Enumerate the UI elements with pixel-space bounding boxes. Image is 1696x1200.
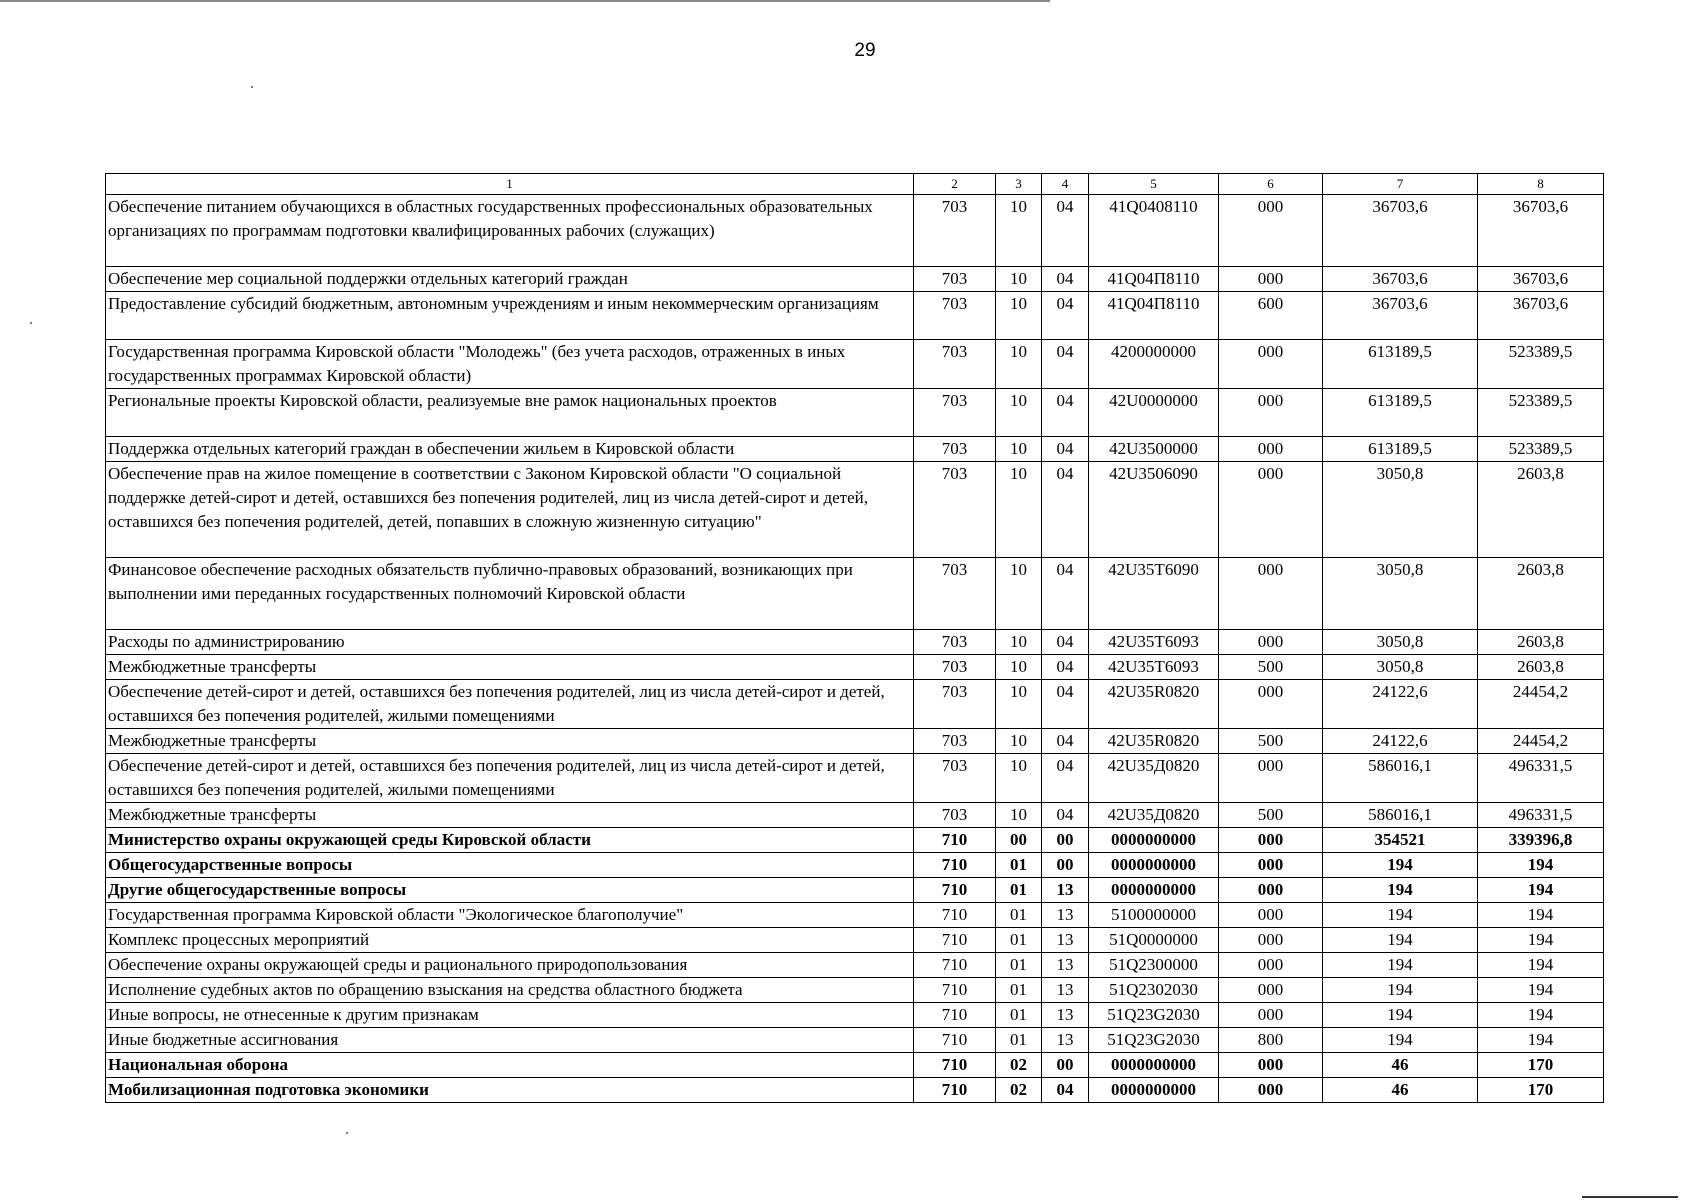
row-code-grbs: 703 [914,803,996,828]
row-amount-col8: 2603,8 [1478,655,1604,680]
row-code-target: 41Q04П8110 [1089,292,1219,340]
row-amount-col7: 3050,8 [1323,558,1478,630]
row-code-expense-type: 800 [1219,1028,1323,1053]
row-amount-col7: 3050,8 [1323,630,1478,655]
row-code-grbs: 703 [914,437,996,462]
row-name: Поддержка отдельных категорий граждан в обеспечении жильем в Кировской области [106,437,914,462]
row-amount-col8: 194 [1478,1003,1604,1028]
row-name: Межбюджетные трансферты [106,729,914,754]
row-code-target: 0000000000 [1089,828,1219,853]
column-header: 3 [996,174,1042,195]
row-amount-col7: 24122,6 [1323,680,1478,729]
row-code-subsection: 04 [1042,754,1089,803]
row-code-target: 51Q23G2030 [1089,1028,1219,1053]
row-code-target: 4200000000 [1089,340,1219,389]
row-code-section: 10 [996,340,1042,389]
row-name: Иные вопросы, не отнесенные к другим признакам [106,1003,914,1028]
row-code-target: 42U3500000 [1089,437,1219,462]
row-amount-col8: 2603,8 [1478,630,1604,655]
row-code-grbs: 710 [914,953,996,978]
row-code-section: 10 [996,729,1042,754]
row-code-grbs: 710 [914,978,996,1003]
row-code-section: 01 [996,1028,1042,1053]
row-name: Обеспечение детей-сирот и детей, оставшихся без попечения родителей, лиц из числа детей-сирот и детей, оставшихся без попечения родителей, жилыми помещениями [106,680,914,729]
row-code-expense-type: 000 [1219,978,1323,1003]
row-name: Обеспечение прав на жилое помещение в соответствии с Законом Кировской области "О социальной поддержке детей-сирот и детей, оставшихся без попечения родителей, лиц из числа детей-сирот и детей, оставшихся без попечения родителей, детей, попавших в сложную жизненную ситуацию" [106,462,914,558]
row-amount-col8: 36703,6 [1478,292,1604,340]
row-code-subsection: 04 [1042,340,1089,389]
row-amount-col8: 194 [1478,878,1604,903]
row-amount-col7: 24122,6 [1323,729,1478,754]
row-code-expense-type: 000 [1219,462,1323,558]
row-amount-col8: 523389,5 [1478,340,1604,389]
row-amount-col8: 36703,6 [1478,195,1604,267]
row-code-target: 51Q0000000 [1089,928,1219,953]
row-name: Комплекс процессных мероприятий [106,928,914,953]
row-amount-col7: 194 [1323,878,1478,903]
row-code-expense-type: 000 [1219,680,1323,729]
row-amount-col7: 613189,5 [1323,437,1478,462]
row-code-target: 42U35R0820 [1089,680,1219,729]
table-row [106,978,1604,1003]
row-amount-col7: 3050,8 [1323,655,1478,680]
row-code-target: 5100000000 [1089,903,1219,928]
row-code-expense-type: 000 [1219,558,1323,630]
row-name: Региональные проекты Кировской области, реализуемые вне рамок национальных проектов [106,389,914,437]
table-row [106,853,1604,878]
row-code-expense-type: 000 [1219,195,1323,267]
table-row [106,558,1604,630]
scan-speck [30,322,32,324]
row-amount-col8: 2603,8 [1478,462,1604,558]
row-amount-col8: 24454,2 [1478,729,1604,754]
row-code-expense-type: 000 [1219,1003,1323,1028]
column-header-row [106,174,1604,195]
row-code-section: 01 [996,878,1042,903]
row-amount-col7: 613189,5 [1323,389,1478,437]
row-code-section: 01 [996,1003,1042,1028]
row-name: Национальная оборона [106,1053,914,1078]
row-code-target: 42U0000000 [1089,389,1219,437]
column-header: 7 [1323,174,1478,195]
row-code-section: 01 [996,853,1042,878]
budget-table [105,173,1604,1103]
row-code-subsection: 04 [1042,630,1089,655]
row-amount-col7: 194 [1323,978,1478,1003]
row-amount-col8: 170 [1478,1078,1604,1103]
table-row [106,828,1604,853]
row-code-expense-type: 000 [1219,389,1323,437]
table-row [106,680,1604,729]
row-code-grbs: 710 [914,903,996,928]
row-name: Мобилизационная подготовка экономики [106,1078,914,1103]
row-amount-col7: 194 [1323,953,1478,978]
bottom-edge-rule [1582,1196,1678,1198]
row-name: Министерство охраны окружающей среды Кировской области [106,828,914,853]
row-code-section: 10 [996,558,1042,630]
row-code-subsection: 04 [1042,680,1089,729]
row-code-grbs: 703 [914,680,996,729]
row-amount-col8: 194 [1478,928,1604,953]
row-code-subsection: 00 [1042,828,1089,853]
row-name: Межбюджетные трансферты [106,803,914,828]
column-header: 6 [1219,174,1323,195]
row-name: Государственная программа Кировской области "Молодежь" (без учета расходов, отраженных в иных государственных программах Кировской области) [106,340,914,389]
column-header: 1 [106,174,914,195]
row-code-target: 41Q04П8110 [1089,267,1219,292]
row-name: Межбюджетные трансферты [106,655,914,680]
row-code-target: 0000000000 [1089,878,1219,903]
row-code-expense-type: 000 [1219,953,1323,978]
row-name: Обеспечение мер социальной поддержки отдельных категорий граждан [106,267,914,292]
row-name: Предоставление субсидий бюджетным, автономным учреждениям и иным некоммерческим организациям [106,292,914,340]
table-row [106,630,1604,655]
row-code-target: 51Q2300000 [1089,953,1219,978]
row-name: Иные бюджетные ассигнования [106,1028,914,1053]
table-row [106,1028,1604,1053]
row-code-subsection: 04 [1042,729,1089,754]
row-code-subsection: 04 [1042,437,1089,462]
row-code-target: 42U35Д0820 [1089,803,1219,828]
row-amount-col7: 613189,5 [1323,340,1478,389]
row-code-target: 0000000000 [1089,1053,1219,1078]
row-code-subsection: 04 [1042,803,1089,828]
row-code-subsection: 04 [1042,558,1089,630]
table-row [106,754,1604,803]
row-amount-col8: 194 [1478,978,1604,1003]
row-code-section: 10 [996,195,1042,267]
row-code-subsection: 13 [1042,878,1089,903]
page-number: 29 [854,40,876,61]
row-code-expense-type: 000 [1219,267,1323,292]
table-row [106,928,1604,953]
row-code-target: 0000000000 [1089,853,1219,878]
row-amount-col8: 194 [1478,1028,1604,1053]
row-code-expense-type: 500 [1219,803,1323,828]
row-code-grbs: 710 [914,1078,996,1103]
row-code-subsection: 04 [1042,195,1089,267]
row-code-grbs: 703 [914,389,996,437]
row-code-grbs: 710 [914,1028,996,1053]
table-row [106,903,1604,928]
row-code-target: 42U35R0820 [1089,729,1219,754]
row-amount-col7: 194 [1323,1003,1478,1028]
row-name: Обеспечение питанием обучающихся в областных государственных профессиональных образовательных организациях по программам подготовки квалифицированных рабочих (служащих) [106,195,914,267]
row-code-grbs: 710 [914,878,996,903]
scan-speck [251,86,253,88]
row-code-expense-type: 000 [1219,1053,1323,1078]
row-amount-col8: 496331,5 [1478,803,1604,828]
row-code-target: 0000000000 [1089,1078,1219,1103]
row-amount-col7: 194 [1323,928,1478,953]
table-row [106,803,1604,828]
row-code-subsection: 13 [1042,953,1089,978]
row-amount-col8: 339396,8 [1478,828,1604,853]
row-code-grbs: 710 [914,928,996,953]
row-code-subsection: 04 [1042,655,1089,680]
row-code-section: 10 [996,437,1042,462]
row-code-section: 01 [996,953,1042,978]
row-code-expense-type: 000 [1219,878,1323,903]
row-code-section: 10 [996,389,1042,437]
row-code-grbs: 703 [914,655,996,680]
row-name: Расходы по администрированию [106,630,914,655]
column-header: 2 [914,174,996,195]
row-amount-col8: 523389,5 [1478,437,1604,462]
table-row [106,655,1604,680]
row-code-expense-type: 000 [1219,340,1323,389]
row-code-target: 42U35T6093 [1089,630,1219,655]
row-code-grbs: 703 [914,340,996,389]
row-code-target: 42U3506090 [1089,462,1219,558]
row-code-subsection: 13 [1042,1028,1089,1053]
row-code-section: 01 [996,928,1042,953]
row-code-target: 51Q23G2030 [1089,1003,1219,1028]
row-code-section: 10 [996,655,1042,680]
table-row [106,267,1604,292]
row-amount-col8: 24454,2 [1478,680,1604,729]
table-body [106,195,1604,1103]
row-amount-col8: 194 [1478,953,1604,978]
row-amount-col7: 46 [1323,1053,1478,1078]
row-code-grbs: 703 [914,754,996,803]
table-row [106,729,1604,754]
row-name: Общегосударственные вопросы [106,853,914,878]
row-code-section: 10 [996,292,1042,340]
row-code-section: 01 [996,903,1042,928]
row-amount-col8: 170 [1478,1053,1604,1078]
row-code-section: 10 [996,267,1042,292]
row-code-expense-type: 000 [1219,1078,1323,1103]
row-code-grbs: 710 [914,828,996,853]
row-code-expense-type: 000 [1219,630,1323,655]
row-code-section: 10 [996,680,1042,729]
row-code-target: 42U35Д0820 [1089,754,1219,803]
row-name: Обеспечение детей-сирот и детей, оставшихся без попечения родителей, лиц из числа детей-сирот и детей, оставшихся без попечения родителей, жилыми помещениями [106,754,914,803]
row-amount-col7: 36703,6 [1323,195,1478,267]
row-amount-col7: 586016,1 [1323,754,1478,803]
row-name: Другие общегосударственные вопросы [106,878,914,903]
row-name: Финансовое обеспечение расходных обязательств публично-правовых образований, возникающих при выполнении ими переданных государственных полномочий Кировской области [106,558,914,630]
row-code-subsection: 13 [1042,928,1089,953]
scan-speck [346,1132,348,1134]
row-name: Обеспечение охраны окружающей среды и рационального природопользования [106,953,914,978]
row-code-grbs: 710 [914,1053,996,1078]
row-code-section: 10 [996,462,1042,558]
row-code-grbs: 703 [914,558,996,630]
row-code-subsection: 04 [1042,1078,1089,1103]
row-amount-col7: 194 [1323,903,1478,928]
row-code-expense-type: 000 [1219,754,1323,803]
row-code-grbs: 703 [914,630,996,655]
row-code-target: 51Q2302030 [1089,978,1219,1003]
row-code-expense-type: 000 [1219,903,1323,928]
row-code-subsection: 04 [1042,389,1089,437]
row-code-subsection: 13 [1042,978,1089,1003]
row-code-grbs: 710 [914,853,996,878]
column-header: 8 [1478,174,1604,195]
row-code-target: 41Q0408110 [1089,195,1219,267]
row-amount-col7: 354521 [1323,828,1478,853]
row-code-expense-type: 000 [1219,928,1323,953]
table-row [106,1078,1604,1103]
row-code-section: 10 [996,754,1042,803]
table-row [106,340,1604,389]
row-code-section: 02 [996,1078,1042,1103]
row-code-expense-type: 000 [1219,853,1323,878]
row-code-section: 02 [996,1053,1042,1078]
row-name: Государственная программа Кировской области "Экологическое благополучие" [106,903,914,928]
table-row [106,437,1604,462]
row-name: Исполнение судебных актов по обращению взыскания на средства областного бюджета [106,978,914,1003]
row-code-subsection: 00 [1042,1053,1089,1078]
row-code-grbs: 710 [914,1003,996,1028]
table-row [106,953,1604,978]
row-code-grbs: 703 [914,292,996,340]
row-amount-col7: 3050,8 [1323,462,1478,558]
column-header: 5 [1089,174,1219,195]
row-code-subsection: 00 [1042,853,1089,878]
row-code-target: 42U35T6093 [1089,655,1219,680]
top-edge-rule [0,0,1050,2]
row-code-expense-type: 500 [1219,655,1323,680]
row-code-expense-type: 500 [1219,729,1323,754]
row-code-section: 01 [996,978,1042,1003]
row-code-subsection: 04 [1042,292,1089,340]
row-amount-col7: 36703,6 [1323,292,1478,340]
table-row [106,878,1604,903]
row-code-section: 00 [996,828,1042,853]
row-code-subsection: 04 [1042,267,1089,292]
row-code-subsection: 04 [1042,462,1089,558]
row-code-expense-type: 000 [1219,828,1323,853]
row-code-expense-type: 000 [1219,437,1323,462]
table-row [106,1053,1604,1078]
row-amount-col8: 523389,5 [1478,389,1604,437]
table-row [106,292,1604,340]
row-amount-col7: 46 [1323,1078,1478,1103]
table-row [106,462,1604,558]
row-code-grbs: 703 [914,267,996,292]
row-amount-col8: 194 [1478,853,1604,878]
row-code-subsection: 13 [1042,1003,1089,1028]
row-code-subsection: 13 [1042,903,1089,928]
row-amount-col7: 586016,1 [1323,803,1478,828]
column-header: 4 [1042,174,1089,195]
row-code-target: 42U35T6090 [1089,558,1219,630]
table-row [106,389,1604,437]
row-code-section: 10 [996,630,1042,655]
row-code-section: 10 [996,803,1042,828]
row-amount-col7: 36703,6 [1323,267,1478,292]
row-code-expense-type: 600 [1219,292,1323,340]
row-amount-col8: 496331,5 [1478,754,1604,803]
row-amount-col8: 194 [1478,903,1604,928]
row-code-grbs: 703 [914,195,996,267]
row-code-grbs: 703 [914,729,996,754]
row-amount-col7: 194 [1323,1028,1478,1053]
row-amount-col8: 36703,6 [1478,267,1604,292]
table-row [106,195,1604,267]
table-row [106,1003,1604,1028]
row-amount-col7: 194 [1323,853,1478,878]
row-code-grbs: 703 [914,462,996,558]
row-amount-col8: 2603,8 [1478,558,1604,630]
